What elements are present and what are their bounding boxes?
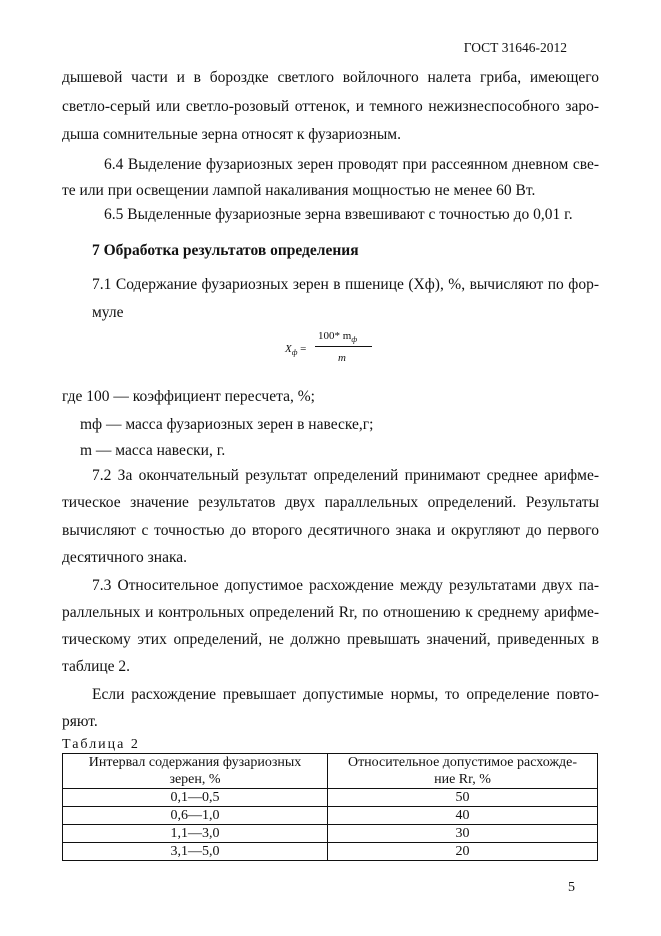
header-text: зерен, % bbox=[169, 772, 221, 787]
text-line: дыша сомнительные зерна относят к фузариозным. bbox=[62, 126, 401, 143]
formula-denominator: m bbox=[338, 352, 346, 364]
text-line: дышевой части и в бороздке светлого войлочного налета гриба, имеющего bbox=[62, 69, 599, 86]
formula-lhs: $X_ф$ = bbox=[285, 343, 307, 358]
table-caption: Таблица 2 bbox=[62, 737, 140, 752]
table-header-cell bbox=[328, 754, 598, 789]
table-cell: 1,1—3,0 bbox=[63, 825, 328, 843]
text-line: раллельных и контрольных определений Rr, по отношению к среднему арифме- bbox=[62, 604, 599, 621]
text-line: муле bbox=[92, 304, 124, 321]
text-line: те или при освещении лампой накаливания мощностью не менее 60 Вт. bbox=[62, 182, 536, 199]
table-header-cell bbox=[63, 754, 328, 789]
text-line: m — масса навески, г. bbox=[80, 442, 226, 459]
text-line: 6.4 Выделение фузариозных зерен проводят при рассеянном дневном све- bbox=[104, 156, 599, 173]
page-number: 5 bbox=[568, 880, 575, 895]
text-line: где 100 — коэффициент пересчета, %; bbox=[62, 388, 315, 405]
fraction-bar bbox=[315, 346, 372, 347]
formula bbox=[285, 330, 385, 370]
formula-numerator: 100* $m_ф$ bbox=[318, 330, 357, 345]
section-heading: 7 Обработка результатов определения bbox=[92, 242, 359, 259]
text-line: mф — масса фузариозных зерен в навеске,г; bbox=[80, 416, 374, 433]
table-cell: 0,6—1,0 bbox=[63, 807, 328, 825]
document-header: ГОСТ 31646-2012 bbox=[463, 40, 567, 55]
text-line: тическое значение результатов двух параллельных определений. Результаты bbox=[62, 494, 599, 511]
table-cell: 50 bbox=[328, 789, 598, 807]
table-row bbox=[63, 789, 598, 807]
table-cell: 30 bbox=[328, 825, 598, 843]
table-cell: 40 bbox=[328, 807, 598, 825]
header-text: Относительное допустимое расхожде- bbox=[347, 755, 578, 770]
table-cell: 3,1—5,0 bbox=[63, 843, 328, 861]
text-line: 7.2 За окончательный результат определений принимают среднее арифме- bbox=[92, 467, 599, 484]
table-header-row bbox=[63, 754, 598, 789]
header-text: ние Rr, % bbox=[434, 772, 491, 787]
text-line: вычисляют с точностью до второго десятичного знака и округляют до первого bbox=[62, 522, 599, 539]
table-row bbox=[63, 825, 598, 843]
data-table bbox=[62, 753, 598, 861]
text-line: 6.5 Выделенные фузариозные зерна взвешивают с точностью до 0,01 г. bbox=[104, 206, 573, 223]
text-line: ряют. bbox=[62, 713, 98, 730]
text-line: таблице 2. bbox=[62, 658, 131, 675]
text-line: 7.1 Содержание фузариозных зерен в пшенице (Xф), %, вычисляют по фор- bbox=[92, 276, 599, 293]
text-line: десятичного знака. bbox=[62, 549, 188, 566]
table-row bbox=[63, 843, 598, 861]
text-line: тическому этих определений, не должно превышать значений, приведенных в bbox=[62, 631, 599, 648]
text-line: Если расхождение превышает допустимые нормы, то определение повто- bbox=[92, 686, 599, 703]
table-row bbox=[63, 807, 598, 825]
text-line: светло-серый или светло-розовый оттенок, и темного нежизнеспособного заро- bbox=[62, 98, 599, 115]
table-cell: 0,1—0,5 bbox=[63, 789, 328, 807]
table-cell: 20 bbox=[328, 843, 598, 861]
header-text: Интервал содержания фузариозных bbox=[88, 755, 302, 770]
text-line: 7.3 Относительное допустимое расхождение между результатами двух па- bbox=[92, 577, 599, 594]
